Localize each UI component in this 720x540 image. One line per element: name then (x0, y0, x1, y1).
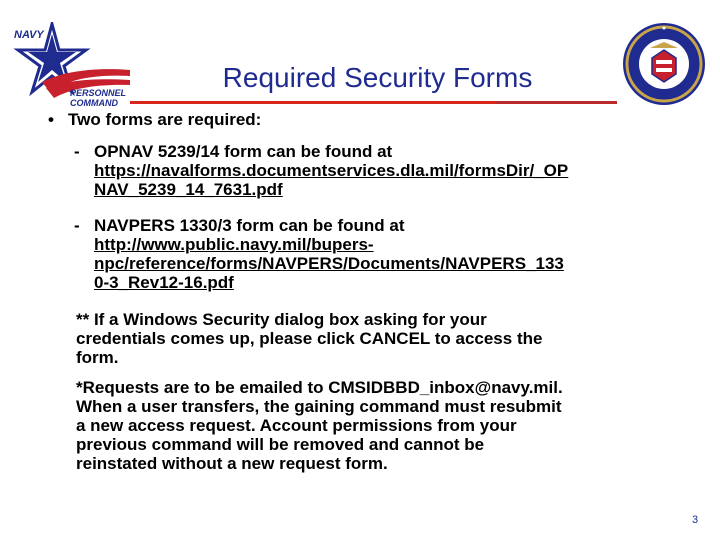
link-line: https://navalforms.documentservices.dla.mil/formsDir/_OP (94, 161, 569, 180)
link-line: NAV_5239_14_7631.pdf (94, 180, 283, 199)
form-intro: OPNAV 5239/14 form can be found at (94, 142, 393, 161)
note-line: form. (76, 348, 119, 367)
title-underline-dark (495, 101, 617, 104)
link-line: http://www.public.navy.mil/bupers- (94, 235, 374, 254)
form-link[interactable] (94, 161, 664, 199)
form-link[interactable] (94, 235, 664, 292)
request-email-note (76, 378, 666, 473)
dash-marker: - (74, 142, 80, 161)
bullet-text: Two forms are required: (68, 110, 262, 129)
cancel-dialog-note (76, 310, 666, 367)
svg-text:PERSONNEL: PERSONNEL (70, 88, 127, 98)
svg-text:COMMAND: COMMAND (70, 98, 118, 107)
slide-number: 3 (692, 514, 699, 526)
title-underline-red (130, 101, 495, 104)
dash-marker: - (74, 216, 80, 235)
link-line: 0-3_Rev12-16.pdf (94, 273, 234, 292)
note-line: previous command will be removed and cannot be (76, 435, 485, 454)
note-line: When a user transfers, the gaining command must resubmit (76, 397, 562, 416)
svg-text:NAVY: NAVY (14, 29, 44, 41)
page-title: Required Security Forms (222, 62, 533, 93)
link-line: npc/reference/forms/NAVPERS/Documents/NAVPERS_133 (94, 254, 564, 273)
note-line: *Requests are to be emailed to CMSIDBBD_inbox@navy.mil. (76, 378, 563, 397)
note-line: a new access request. Account permissions from your (76, 416, 517, 435)
note-line: reinstated without a new request form. (76, 454, 388, 473)
bullet-dot: • (48, 110, 54, 129)
note-line: credentials comes up, please click CANCEL to access the (76, 329, 543, 348)
form-intro: NAVPERS 1330/3 form can be found at (94, 216, 405, 235)
note-line: ** If a Windows Security dialog box asking for your (76, 310, 487, 329)
